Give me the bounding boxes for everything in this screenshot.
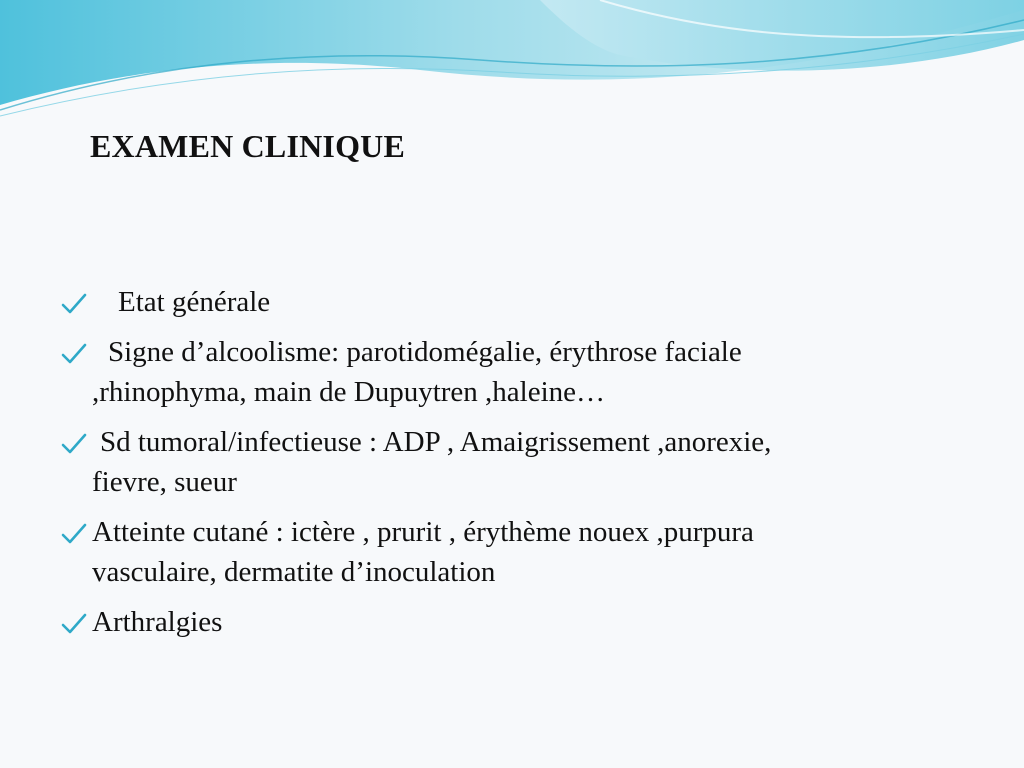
bullet-item [60,422,980,502]
bullet-item [60,332,980,412]
checkmark-icon [60,522,88,546]
bullet-line: Signe d’alcoolisme: parotidomégalie, érythrose faciale [108,336,742,368]
header-wave-decoration [0,0,1024,120]
checkmark-icon [60,432,88,456]
checkmark-icon [60,292,88,316]
bullet-line: Sd tumoral/infectieuse : ADP , Amaigrissement ,anorexie, [100,426,772,458]
bullet-line: Arthralgies [92,606,223,638]
bullet-item [60,602,980,642]
checkmark-icon [60,342,88,366]
bullet-line: Etat générale [118,286,271,318]
bullet-list [60,282,980,652]
bullet-line: Atteinte cutané : ictère , prurit , érythème nouex ,purpura [92,516,754,548]
bullet-line: fievre, sueur [92,466,237,498]
bullet-line: ,rhinophyma, main de Dupuytren ,haleine… [92,376,606,408]
slide-title: EXAMEN CLINIQUE [90,128,406,164]
bullet-item [60,512,980,592]
checkmark-icon [60,612,88,636]
bullet-line: vasculaire, dermatite d’inoculation [92,556,496,588]
bullet-item [60,282,980,322]
